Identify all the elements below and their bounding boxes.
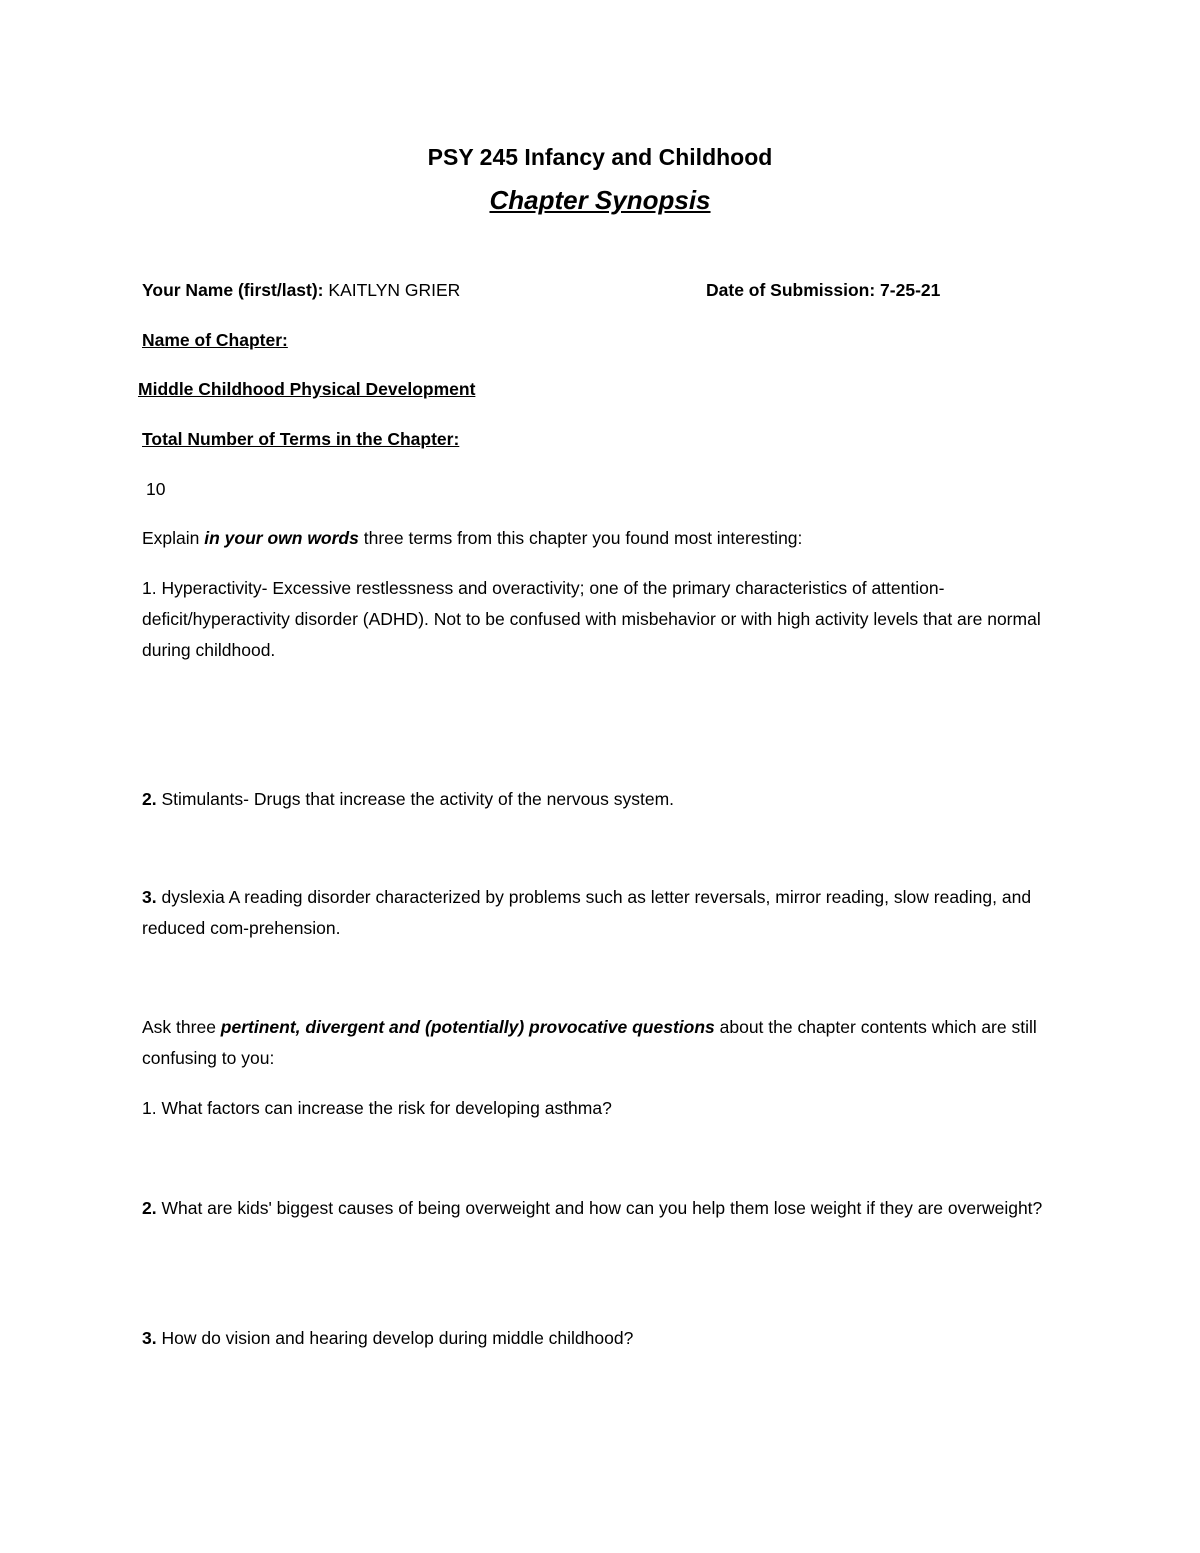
- name-label: Your Name (first/last):: [142, 280, 324, 300]
- term-text: dyslexia A reading disorder characterized by problems such as letter reversals, mirror reading, slow reading, and reduced com-prehension.: [142, 887, 1032, 938]
- name-line: [142, 275, 460, 306]
- term-text: Stimulants- Drugs that increase the activity of the nervous system.: [156, 789, 675, 809]
- term-number: 1.: [142, 578, 157, 598]
- term-item: [142, 573, 1062, 666]
- term-number: 3.: [142, 887, 157, 907]
- term-text: Hyperactivity- Excessive restlessness and overactivity; one of the primary characteristics of attention-deficit/hyperactivity disorder (ADHD). Not to be confused with misbehavior or with high activity levels that are normal during childhood.: [142, 578, 1041, 660]
- terms-intro-text-end: three terms from this chapter you found most interesting:: [358, 528, 803, 548]
- terms-intro-emphasis: in your own words: [204, 528, 359, 548]
- question-item: [142, 1323, 1062, 1354]
- question-text: What factors can increase the risk for developing asthma?: [156, 1098, 612, 1118]
- terms-count-label: Total Number of Terms in the Chapter:: [142, 429, 460, 449]
- terms-count-value: 10: [146, 479, 166, 499]
- term-number: 2.: [142, 789, 157, 809]
- question-number: 2.: [142, 1198, 157, 1218]
- questions-intro-text: Ask three: [142, 1017, 221, 1037]
- document-title: Chapter Synopsis: [489, 185, 711, 215]
- chapter-name-label: Name of Chapter:: [142, 330, 288, 350]
- name-value: KAITLYN GRIER: [328, 280, 461, 300]
- chapter-name-value: Middle Childhood Physical Development: [138, 379, 476, 399]
- questions-intro-emphasis: pertinent, divergent and (potentially) provocative questions: [220, 1017, 715, 1037]
- questions-intro: [142, 1012, 1062, 1074]
- question-number: 1.: [142, 1098, 157, 1118]
- course-title: PSY 245 Infancy and Childhood: [427, 144, 773, 170]
- date-of-submission: Date of Submission: 7-25-21: [706, 280, 941, 300]
- term-item: [142, 784, 1062, 815]
- question-text: What are kids' biggest causes of being overweight and how can you help them lose weight if they are overweight?: [156, 1198, 1043, 1218]
- questions-intro-text-end: about the chapter contents which are still confusing to you:: [142, 1017, 1037, 1068]
- question-text: How do vision and hearing develop during middle childhood?: [156, 1328, 634, 1348]
- question-number: 3.: [142, 1328, 157, 1348]
- term-item: [142, 882, 1062, 944]
- question-item: [142, 1093, 1062, 1124]
- terms-intro: [142, 523, 802, 554]
- terms-intro-text: Explain: [142, 528, 205, 548]
- question-item: [142, 1193, 1062, 1224]
